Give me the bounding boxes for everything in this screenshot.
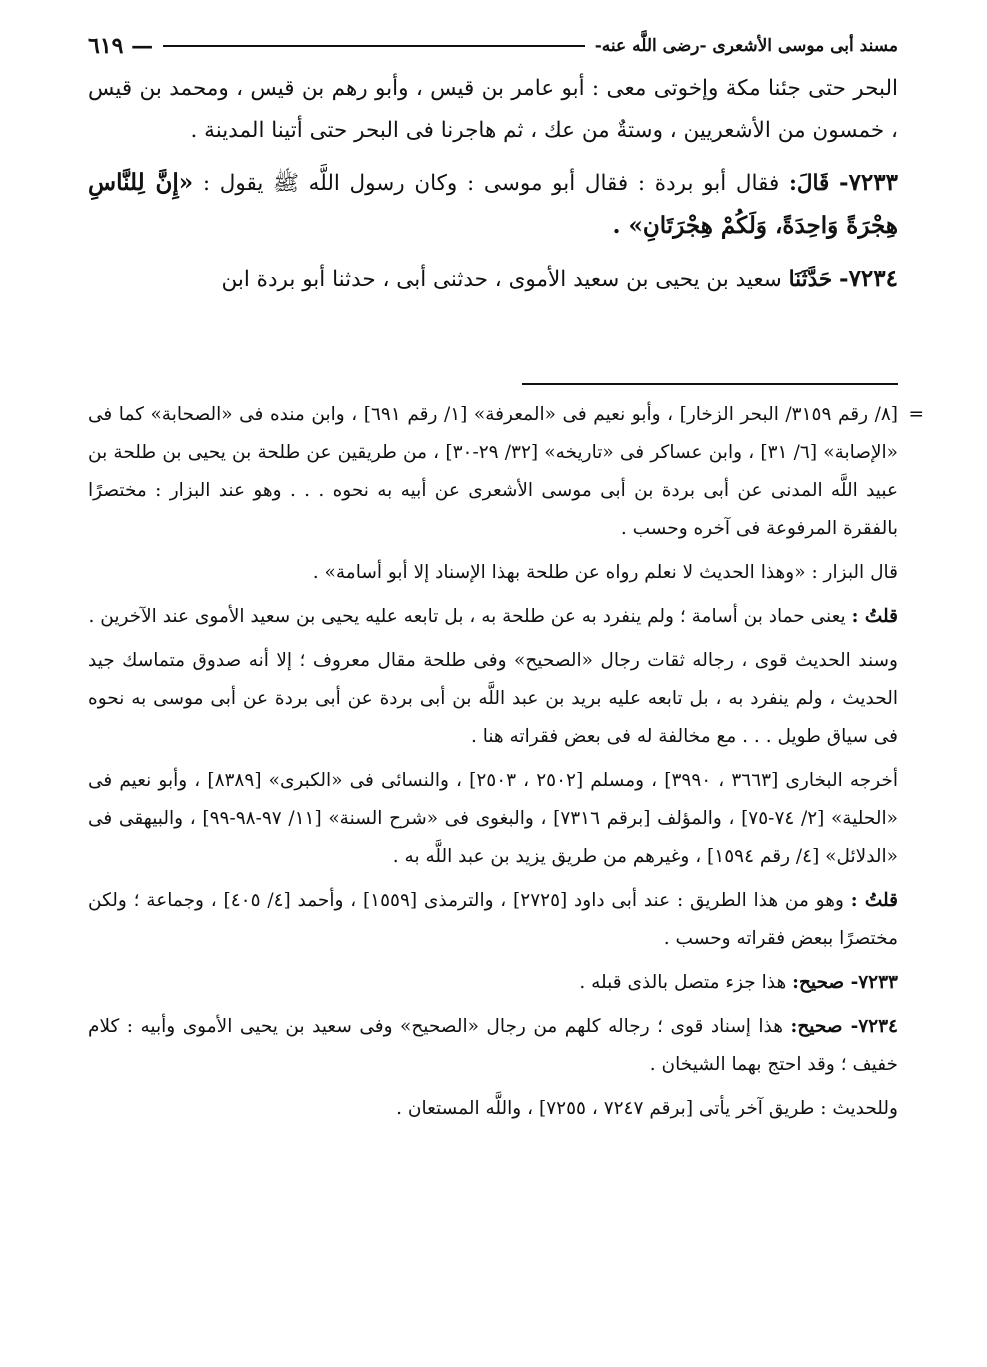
grade-text: هذا إسناد قوى ؛ رجاله كلهم من رجال «الصحيح» وفى سعيد بن يحيى الأموى وأبيه : كلام خفيف ؛ وقد احتج بهما الشيخان . [88, 1016, 898, 1075]
page-number: — ٦١٩ [88, 33, 154, 59]
grade-label: ٧٢٣٣- صحيح: [792, 972, 898, 993]
page [88, 24, 924, 1119]
footnote-paragraph: وسند الحديث قوى ، رجاله ثقات رجال «الصحيح» وفى طلحة مقال معروف ؛ إلا أنه صدوق متماسك جيد الحديث ، ولم ينفرد به ، بل تابعه عليه بريد بن عبد اللَّه بن أبى بردة عن أبى بردة عن أبى موسى به نحوه فى سياق طويل . . . مع مخالفة له فى بعض فقراته هنا . [88, 650, 898, 747]
header-title: مسند أبى موسى الأشعرى -رضى اللَّه عنه- [594, 36, 898, 56]
footnotes [88, 396, 924, 1134]
hadith-7234 [88, 258, 898, 301]
footnote-text: يعنى حماد بن أسامة ؛ ولم ينفرد به عن طلحة به ، بل تابعه عليه يحيى بن سعيد الأموى عند الآخرين . [88, 606, 846, 627]
qult-label: قلتُ : [851, 606, 898, 627]
main-text [88, 68, 898, 301]
continuation-mark: = [908, 404, 924, 425]
page-number-value: ٦١٩ [88, 33, 124, 59]
hadith-qal: حَدَّثَنَا [788, 267, 833, 292]
hadith-matn: «إِنَّ لِلنَّاسِ هِجْرَةً وَاحِدَةً، وَلَكُمْ هِجْرَتَانِ» . [88, 169, 898, 239]
header-rule [163, 45, 585, 47]
footnote-text: وهو من هذا الطريق : عند أبى داود [٢٧٢٥] ، والترمذى [١٥٥٩] ، وأحمد [٤/ ٤٠٥] ، وجماعة ؛ ولكن مختصرًا ببعض فقراته وحسب . [88, 890, 898, 949]
hadith-text: فقال أبو بردة : فقال أبو موسى : وكان رسول اللَّه ﷺ يقول : [202, 171, 780, 196]
footnote-paragraph: قال البزار : «وهذا الحديث لا نعلم رواه عن طلحة بهذا الإسناد إلا أبو أسامة» . [312, 562, 898, 583]
footnote-text: [٨/ رقم ٣١٥٩/ البحر الزخار] ، وأبو نعيم فى «المعرفة» [١/ رقم ٦٩١] ، وابن منده فى «الصحابة» كما فى «الإصابة» [٦/ ٣١] ، وابن عساكر فى «تاريخه» [٣٢/ ٢٩-٣٠] ، من طريقين عن طلحة بن يحيى بن طلحة بن عبيد اللَّه المدنى عن أبى بردة بن أبى موسى الأشعرى عن أبيه به نحوه . . . وهو عند البزار : مختصرًا بالفقرة المرفوعة فى آخره وحسب . [88, 404, 898, 539]
hadith-7233 [88, 162, 898, 248]
hadith-number: ٧٢٣٣- [839, 169, 898, 196]
hadith-text: سعيد بن يحيى بن سعيد الأموى ، حدثنى أبى ، حدثنا أبو بردة ابن [221, 267, 782, 292]
footnote-paragraph: أخرجه البخارى [٣٦٦٣ ، ٣٩٩٠] ، ومسلم [٢٥٠٢ ، ٢٥٠٣] ، والنسائى فى «الكبرى» [٨٣٨٩] ، وأبو نعيم فى «الحلية» [٢/ ٧٤-٧٥] ، والمؤلف [برقم ٧٣١٦] ، والبغوى فى «شرح السنة» [١١/ ٩٧-٩٨-٩٩] ، والبيهقى فى «الدلائل» [٤/ رقم ١٥٩٤] ، وغيرهم من طريق يزيد بن عبد اللَّه به . [88, 770, 899, 867]
qult-label: قلتُ : [850, 890, 898, 911]
main-paragraph: البحر حتى جئنا مكة وإخوتى معى : أبو عامر بن قيس ، وأبو رهم بن قيس ، ومحمد بن قيس ، خمسون من الأشعريين ، وستةٌ من عك ، ثم هاجرنا فى البحر حتى أتينا المدينة . [88, 76, 898, 143]
footnote-paragraph [88, 598, 898, 636]
grade-label: ٧٢٣٤- صحيح: [790, 1016, 898, 1037]
grade-7234 [88, 1008, 898, 1084]
hadith-number: ٧٢٣٤- [839, 265, 898, 292]
footnote-paragraph [88, 882, 898, 958]
grade-7233 [88, 964, 898, 1002]
running-header [88, 24, 898, 68]
hadith-qal: قَالَ: [788, 171, 830, 196]
footnote-paragraph: وللحديث : طريق آخر يأتى [برقم ٧٢٤٧ ، ٧٢٥٥] ، واللَّه المستعان . [396, 1098, 898, 1119]
footnote-paragraph [88, 396, 924, 548]
grade-text: هذا جزء متصل بالذى قبله . [579, 972, 787, 993]
footnote-separator [522, 383, 898, 385]
